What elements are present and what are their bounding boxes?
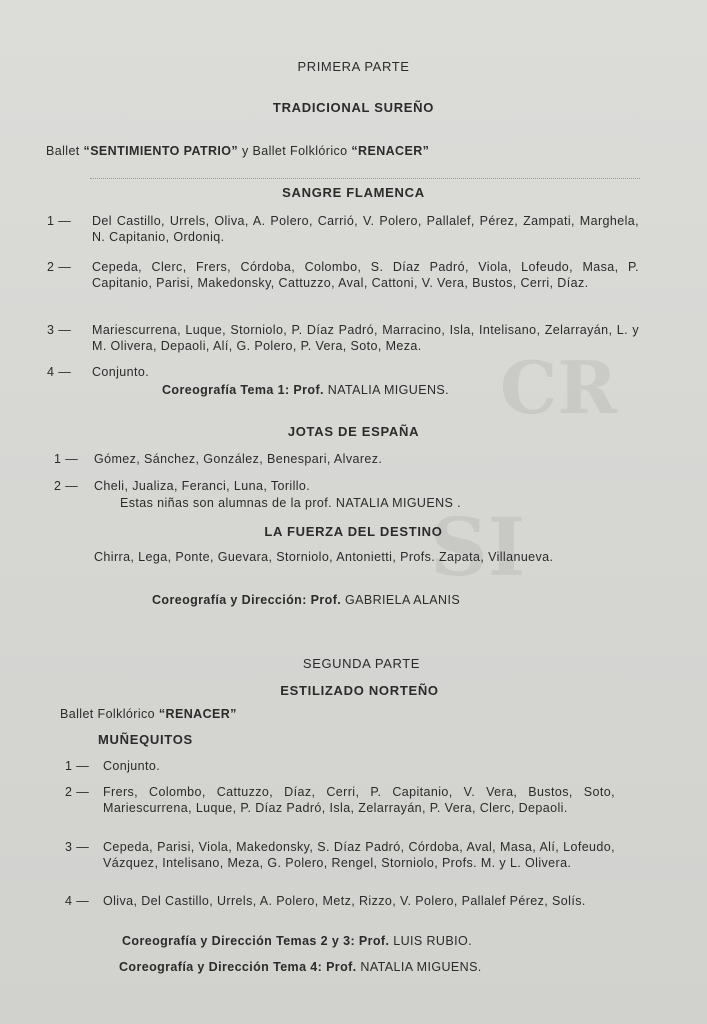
item-number: 4 — — [65, 894, 90, 908]
jotas-note: Estas niñas son alumnas de la prof. NATALIA MIGUENS . — [120, 496, 462, 510]
bleed-through-shadow: CR — [500, 345, 618, 430]
heading-munequitos: MUÑEQUITOS — [98, 732, 193, 747]
credit-name: LUIS RUBIO. — [389, 934, 472, 948]
item-number: 1 — — [54, 452, 79, 466]
divider — [90, 178, 640, 179]
item-number: 3 — — [65, 840, 90, 854]
credit-name: GABRIELA ALANIS — [341, 593, 461, 607]
item-text: Cepeda, Clerc, Frers, Córdoba, Colombo, S. Díaz Padró, Viola, Lofeudo, Masa, P. Capitanio, Parisi, Makedonsky, Cattuzzo, Aval, Cattoni, V. Vera, Bustos, Cerri, Díaz. — [92, 260, 639, 290]
item-text: Conjunto. — [103, 759, 161, 773]
item-text: Mariescurrena, Luque, Storniolo, P. Díaz Padró, Marracino, Isla, Intelisano, Zelarrayán, L. y M. Olivera, Depaoli, Alí, G. Polero, P. Vera, Soto, Meza. — [92, 323, 639, 353]
ballet-line-pre: Ballet — [46, 144, 84, 158]
item-text: Gómez, Sánchez, González, Benespari, Alvarez. — [94, 452, 383, 466]
credit-label: Coreografía y Dirección Temas 2 y 3: Prof. — [122, 934, 390, 948]
ballet-line — [60, 707, 237, 721]
heading-sangre-flamenca: SANGRE FLAMENCA — [282, 185, 425, 200]
credit-sangre-flamenca — [162, 383, 449, 397]
list-item — [47, 322, 639, 354]
credit-name: NATALIA MIGUENS. — [323, 383, 450, 397]
heading-jotas-de-espana: JOTAS DE ESPAÑA — [287, 424, 420, 439]
credit-label: Coreografía Tema 1: Prof. — [162, 383, 324, 397]
item-number: 2 — — [47, 260, 72, 274]
item-text: Del Castillo, Urrels, Oliva, A. Polero, Carrió, V. Polero, Pallalef, Pérez, Zampati, Marghela, N. Capitanio, Ordoniq. — [92, 214, 639, 244]
ballet-line-pre: Ballet Folklórico — [60, 707, 159, 721]
item-text: Frers, Colombo, Cattuzzo, Díaz, Cerri, P. Capitanio, V. Vera, Bustos, Soto, Mariescurrena, Luque, P. Díaz Padró, Isla, Zelarrayán, P. Vera, Clerc, Depaoli. — [103, 785, 615, 815]
heading-la-fuerza-del-destino: LA FUERZA DEL DESTINO — [264, 524, 443, 539]
credit-label: Coreografía y Dirección Tema 4: Prof. — [119, 960, 357, 974]
item-text: Chirra, Lega, Ponte, Guevara, Storniolo, Antonietti, Profs. Zapata, Villanueva. — [94, 550, 554, 564]
credit-temas-2-3 — [122, 934, 472, 948]
part-one-title: PRIMERA PARTE — [297, 59, 410, 74]
credit-name: NATALIA MIGUENS. — [356, 960, 482, 974]
item-text: Cheli, Jualiza, Feranci, Luna, Torillo. — [94, 479, 311, 493]
ballet-renacer: “RENACER” — [351, 144, 430, 158]
credit-la-fuerza-del-destino — [152, 593, 460, 607]
ballet-renacer: “RENACER” — [158, 707, 237, 721]
list-item — [47, 364, 639, 380]
item-number: 4 — — [47, 365, 72, 379]
ballet-line-mid: y Ballet Folklórico — [238, 144, 352, 158]
item-text: Conjunto. — [92, 365, 150, 379]
list-item — [94, 549, 630, 565]
list-item — [54, 478, 639, 494]
item-number: 1 — — [47, 214, 72, 228]
item-number: 3 — — [47, 323, 72, 337]
heading-estilizado-norteno: ESTILIZADO NORTEÑO — [280, 683, 439, 698]
item-number: 2 — — [54, 479, 79, 493]
ballet-line — [46, 144, 429, 158]
item-number: 2 — — [65, 785, 90, 799]
item-number: 1 — — [65, 759, 90, 773]
bleed-through-shadow: SI — [430, 500, 526, 594]
list-item — [47, 213, 639, 245]
heading-tradicional-sureno: TRADICIONAL SUREÑO — [272, 100, 435, 115]
list-item — [65, 758, 615, 774]
part-two-title: SEGUNDA PARTE — [302, 656, 421, 671]
list-item — [65, 784, 615, 816]
item-text: Cepeda, Parisi, Viola, Makedonsky, S. Díaz Padró, Córdoba, Aval, Masa, Alí, Lofeudo, Vázquez, Intelisano, Meza, G. Polero, Rengel, Storniolo, Profs. M. y L. Olivera. — [103, 840, 615, 870]
list-item — [65, 893, 615, 909]
credit-tema-4 — [119, 960, 482, 974]
ballet-sentimiento-patrio: “SENTIMIENTO PATRIO” — [83, 144, 239, 158]
list-item — [65, 839, 615, 871]
item-text: Oliva, Del Castillo, Urrels, A. Polero, Metz, Rizzo, V. Polero, Pallalef Pérez, Solís. — [103, 894, 586, 908]
list-item — [54, 451, 639, 467]
credit-label: Coreografía y Dirección: Prof. — [152, 593, 342, 607]
list-item — [47, 259, 639, 291]
